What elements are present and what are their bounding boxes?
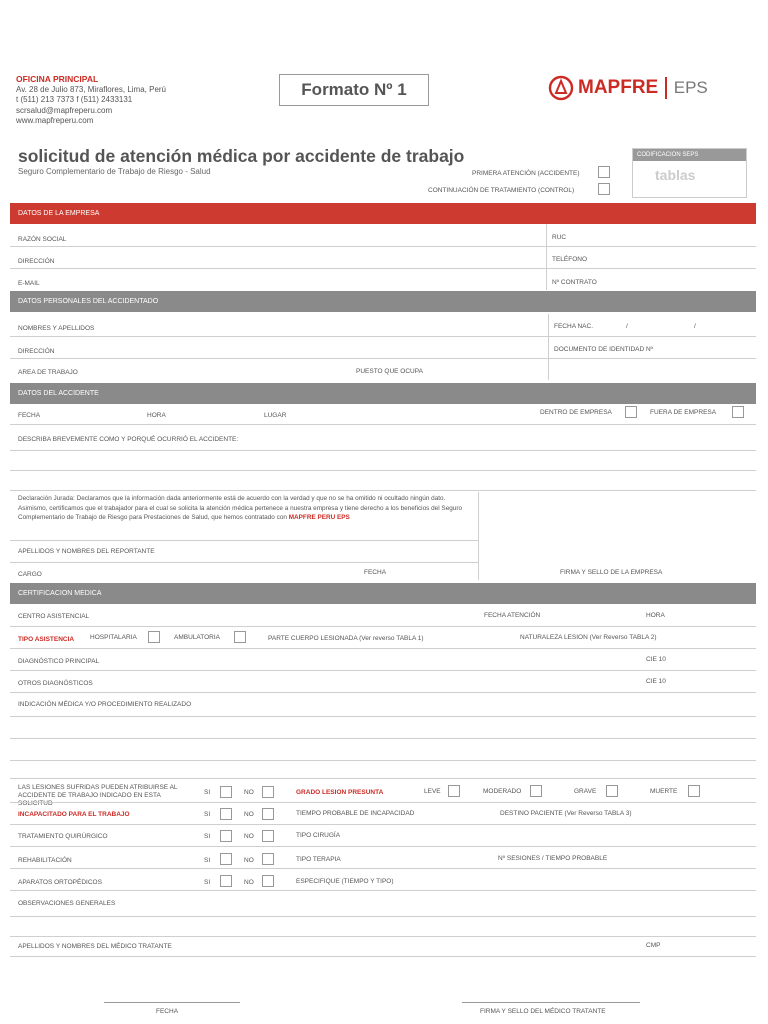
label-cie10-1: CIE 10 <box>646 656 666 663</box>
code-box-header: CODIFICACION SEPS <box>633 149 746 161</box>
indication-line <box>10 738 756 739</box>
divider <box>10 956 756 957</box>
label-footer-fecha: FECHA <box>156 1008 179 1015</box>
label-nombres: NOMBRES Y APELLIDOS <box>18 325 95 332</box>
label-medico: APELLIDOS Y NOMBRES DEL MÉDICO TRATANTE <box>18 943 172 950</box>
section-medical: CERTIFICACION MEDICA <box>10 583 756 604</box>
logo-brand: MAPFRE <box>578 77 659 98</box>
divider <box>10 692 756 693</box>
code-box <box>632 148 747 198</box>
label-fecha-accidente: FECHA <box>18 412 41 419</box>
divider <box>10 778 756 779</box>
divider <box>10 424 756 425</box>
muerte-checkbox[interactable] <box>688 785 700 797</box>
label-direccion-empresa: DIRECCIÓN <box>18 258 55 265</box>
lesiones-no-checkbox[interactable] <box>262 786 274 798</box>
divider <box>10 358 756 359</box>
label-si-3: SI <box>204 833 211 840</box>
office-email: scrsalud@mapfreperu.com <box>16 105 113 115</box>
label-direccion-personal: DIRECCIÓN <box>18 348 55 355</box>
date-signature-line <box>104 1002 240 1003</box>
mapfre-emblem-icon <box>548 75 574 101</box>
incapacitado-no-checkbox[interactable] <box>262 808 274 820</box>
label-contrato: Nº CONTRATO <box>552 279 597 286</box>
divider <box>10 936 756 937</box>
first-attention-checkbox[interactable] <box>598 166 610 178</box>
divider <box>10 648 756 649</box>
description-line <box>10 470 756 471</box>
label-describa: DESCRIBA BREVEMENTE COMO Y PORQUÉ OCURRIÓ EL ACCIDENTE: <box>18 436 239 443</box>
ortopedicos-si-checkbox[interactable] <box>220 875 232 887</box>
column-divider <box>478 492 479 580</box>
label-tipo-terapia: TIPO TERAPIA <box>296 856 341 863</box>
section-personal: DATOS PERSONALES DEL ACCIDENTADO <box>10 291 756 312</box>
label-puesto: PUESTO QUE OCUPA <box>356 368 423 375</box>
label-hora-accidente: HORA <box>147 412 166 419</box>
ambulatory-checkbox[interactable] <box>234 631 246 643</box>
office-address: Av. 28 de Julio 873, Miraflores, Lima, Perú <box>16 84 166 94</box>
label-incapacitado: INCAPACITADO PARA EL TRABAJO <box>18 811 130 818</box>
form-number: Formato Nº 1 <box>279 74 429 106</box>
divider <box>10 246 756 247</box>
divider <box>10 824 756 825</box>
mapfre-logo <box>548 72 738 104</box>
label-diag-principal: DIAGNÓSTICO PRINCIPAL <box>18 658 100 665</box>
ortopedicos-no-checkbox[interactable] <box>262 875 274 887</box>
rehabilitacion-si-checkbox[interactable] <box>220 853 232 865</box>
divider <box>10 336 756 337</box>
section-accident: DATOS DEL ACCIDENTE <box>10 383 756 404</box>
divider <box>10 268 756 269</box>
column-divider <box>546 224 547 290</box>
continuation-label: CONTINUACIÓN DE TRATAMIENTO (CONTROL) <box>428 187 575 194</box>
rehabilitacion-no-checkbox[interactable] <box>262 853 274 865</box>
label-tipo-asistencia: TIPO ASISTENCIA <box>18 636 75 643</box>
quirurgico-si-checkbox[interactable] <box>220 830 232 842</box>
label-dentro-empresa: DENTRO DE EMPRESA <box>540 409 612 416</box>
description-line <box>10 450 756 451</box>
divider <box>10 626 756 627</box>
office-info <box>16 74 166 127</box>
label-indicacion: INDICACIÓN MÉDICA Y/O PROCEDIMIENTO REALIZADO <box>18 701 192 708</box>
label-tipo-cirugia: TIPO CIRUGÍA <box>296 832 341 839</box>
label-cargo: CARGO <box>18 571 42 578</box>
label-ruc: RUC <box>552 234 567 241</box>
label-fecha-nac: FECHA NAC. <box>554 323 594 330</box>
label-fecha-reportante: FECHA <box>364 569 387 576</box>
label-no-1: NO <box>244 789 254 796</box>
label-leve: LEVE <box>424 788 441 795</box>
label-grado: GRADO LESION PRESUNTA <box>296 789 384 796</box>
label-no-4: NO <box>244 857 254 864</box>
label-cmp: CMP <box>646 942 661 949</box>
inside-company-checkbox[interactable] <box>625 406 637 418</box>
office-phones: t (511) 213 7373 f (511) 2433131 <box>16 95 133 104</box>
divider <box>10 540 478 541</box>
code-box-watermark: tablas <box>655 167 696 183</box>
label-cie10-2: CIE 10 <box>646 678 666 685</box>
label-si-1: SI <box>204 789 211 796</box>
quirurgico-no-checkbox[interactable] <box>262 830 274 842</box>
hospital-checkbox[interactable] <box>148 631 160 643</box>
label-documento: DOCUMENTO DE IDENTIDAD Nº <box>554 346 654 353</box>
label-si-5: SI <box>204 879 211 886</box>
label-quirurgico: TRATAMIENTO QUIRÚRGICO <box>18 833 108 840</box>
label-si-4: SI <box>204 857 211 864</box>
observations-line <box>10 916 756 917</box>
office-web: www.mapfreperu.com <box>16 116 94 125</box>
incapacitado-si-checkbox[interactable] <box>220 808 232 820</box>
label-firma-empresa: FIRMA Y SELLO DE LA EMPRESA <box>560 569 663 576</box>
divider <box>10 846 756 847</box>
label-diag-otros: OTROS DIAGNÓSTICOS <box>18 680 93 687</box>
label-moderado: MODERADO <box>483 788 522 795</box>
doctor-signature-line <box>462 1002 640 1003</box>
label-fuera-empresa: FUERA DE EMPRESA <box>650 409 717 416</box>
label-hora-atencion: HORA <box>646 612 665 619</box>
continuation-checkbox[interactable] <box>598 183 610 195</box>
label-muerte: MUERTE <box>650 788 678 795</box>
label-sesiones: Nº SESIONES / TIEMPO PROBABLE <box>498 855 608 862</box>
declaration <box>18 494 474 523</box>
label-centro: CENTRO ASISTENCIAL <box>18 613 90 620</box>
office-title: OFICINA PRINCIPAL <box>16 74 99 84</box>
label-lesiones: LAS LESIONES SUFRIDAS PUEDEN ATRIBUIRSE AL ACCIDENTE DE TRABAJO INDICADO EN ESTA SOLICITUD <box>18 784 178 807</box>
label-si-2: SI <box>204 811 211 818</box>
leve-checkbox[interactable] <box>448 785 460 797</box>
form-title: solicitud de atención médica por accidente de trabajo <box>18 146 465 166</box>
label-observaciones: OBSERVACIONES GENERALES <box>18 900 116 907</box>
section-company: DATOS DE LA EMPRESA <box>10 203 756 224</box>
label-no-5: NO <box>244 879 254 886</box>
declaration-insurer: MAPFRE PERU EPS <box>288 514 350 521</box>
form-subtitle: Seguro Complementario de Trabajo de Riesgo - Salud <box>18 167 211 176</box>
indication-line <box>10 716 756 717</box>
label-razon-social: RAZÓN SOCIAL <box>18 236 67 243</box>
label-rehabilitacion: REHABILITACIÓN <box>18 857 72 864</box>
label-telefono: TELÉFONO <box>552 256 588 263</box>
date-slash-2: / <box>694 323 696 330</box>
label-hospitalaria: HOSPITALARIA <box>90 634 137 641</box>
label-ortopedicos: APARATOS ORTOPÉDICOS <box>18 879 102 886</box>
logo-suffix: EPS <box>673 78 708 97</box>
divider <box>10 562 478 563</box>
divider <box>10 670 756 671</box>
label-tiempo-incapacidad: TIEMPO PROBABLE DE INCAPACIDAD <box>296 810 415 817</box>
divider <box>10 890 756 891</box>
description-line <box>10 490 756 491</box>
lesiones-si-checkbox[interactable] <box>220 786 232 798</box>
label-no-3: NO <box>244 833 254 840</box>
label-destino: DESTINO PACIENTE (Ver Reverso TABLA 3) <box>500 810 632 817</box>
label-no-2: NO <box>244 811 254 818</box>
label-ambulatoria: AMBULATORIA <box>174 634 220 641</box>
date-slash-1: / <box>626 323 628 330</box>
label-naturaleza: NATURALEZA LESION (Ver Reverso TABLA 2) <box>520 634 657 641</box>
logo-separator <box>665 77 667 99</box>
label-area: AREA DE TRABAJO <box>18 369 78 376</box>
label-grave: GRAVE <box>574 788 597 795</box>
column-divider <box>548 314 549 380</box>
grave-checkbox[interactable] <box>606 785 618 797</box>
declaration-text: Declaración Jurada: Declaramos que la información dada anteriormente está de acuerdo con la verdad y que no se ha omitido ni ocultado ningún dato. Asimismo, certificamos que el trabajador para el cual se solicita la atención médica pertenece a nuestra empresa y tiene derecho a los beneficios del Seguro Complementario de Trabajo de Riesgo para Prestaciones de Salud, que hemos contratado con <box>18 495 463 521</box>
indication-line <box>10 760 756 761</box>
label-reportante: APELLIDOS Y NOMBRES DEL REPORTANTE <box>18 548 155 555</box>
moderado-checkbox[interactable] <box>530 785 542 797</box>
label-firma-medico: FIRMA Y SELLO DEL MÉDICO TRATANTE <box>480 1008 606 1015</box>
label-especifique: ESPECIFIQUE (TIEMPO Y TIPO) <box>296 878 394 885</box>
divider <box>10 868 756 869</box>
label-parte-cuerpo: PARTE CUERPO LESIONADA (Ver reverso TABLA 1) <box>268 635 424 642</box>
divider <box>10 802 756 803</box>
label-fecha-atencion: FECHA ATENCIÓN <box>484 612 541 619</box>
label-lugar: LUGAR <box>264 412 287 419</box>
outside-company-checkbox[interactable] <box>732 406 744 418</box>
first-attention-label: PRIMERA ATENCIÓN (ACCIDENTE) <box>472 170 580 177</box>
label-email: E-MAIL <box>18 280 40 287</box>
